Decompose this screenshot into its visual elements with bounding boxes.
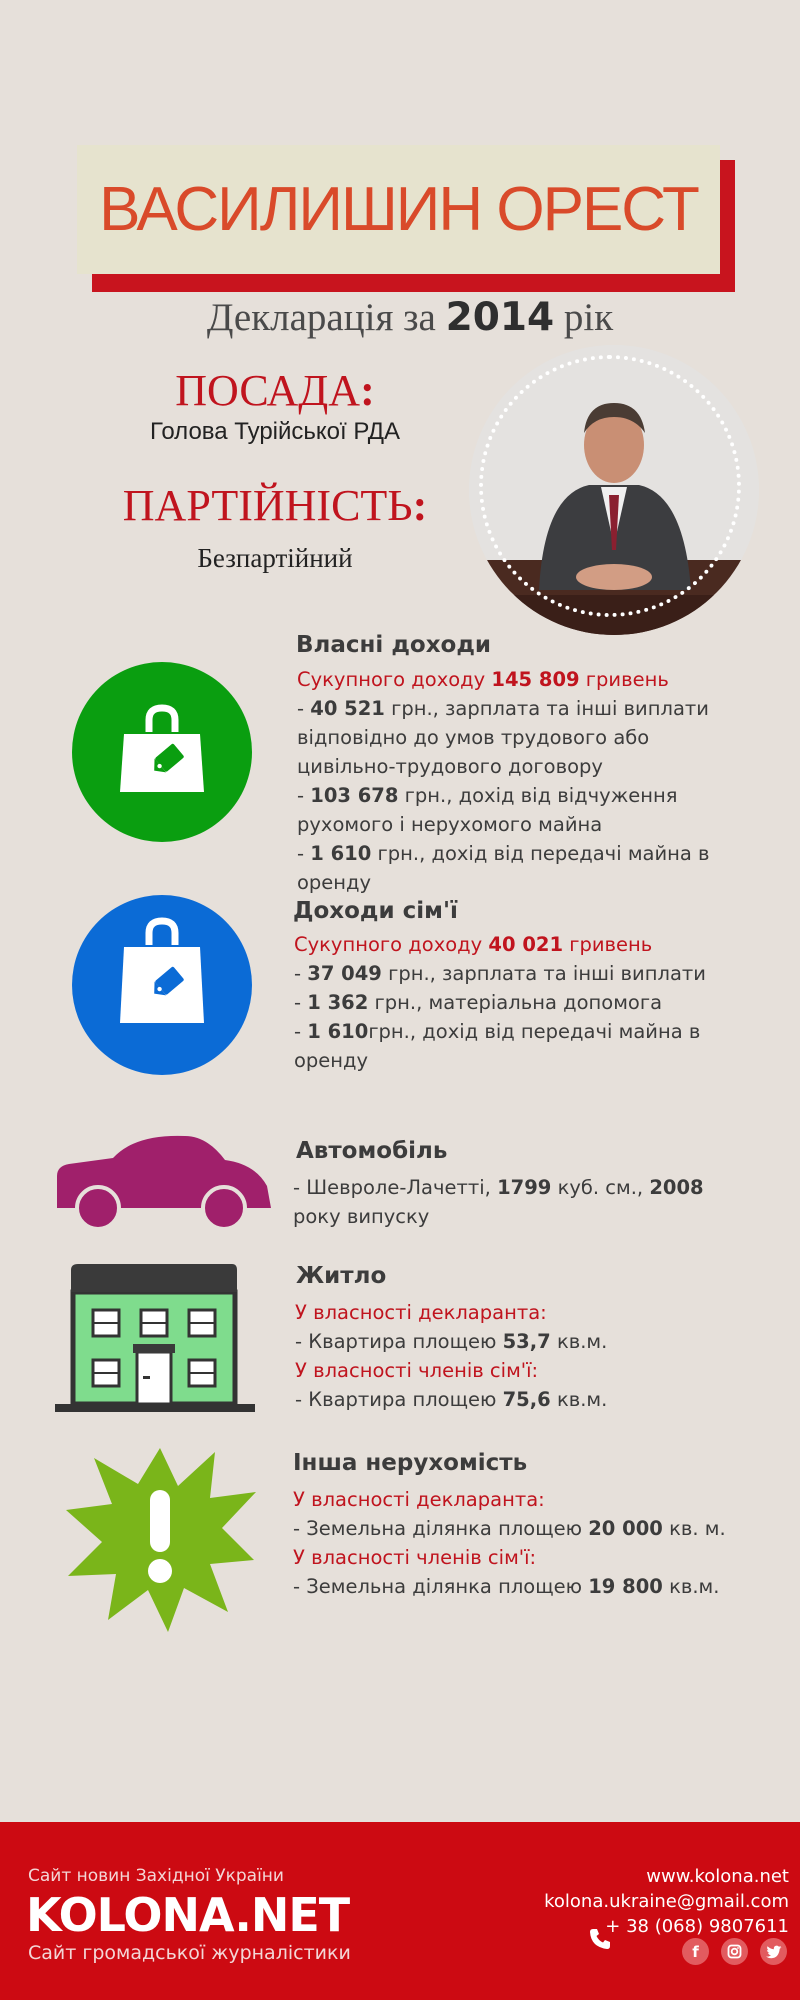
declaration-suffix: рік bbox=[563, 296, 614, 339]
own-income-line-cont: оренду bbox=[297, 871, 372, 894]
position-value: Голова Турійської РДА bbox=[149, 418, 401, 445]
other-family-line: - Земельна ділянка площею 19 800 кв.м. bbox=[293, 1575, 720, 1598]
person-name: ВАСИЛИШИН ОРЕСТ bbox=[99, 175, 698, 244]
portrait-dotted-ring bbox=[479, 355, 741, 617]
twitter-icon[interactable] bbox=[760, 1938, 787, 1965]
housing-family-label: У власності членів сім'ї: bbox=[295, 1359, 539, 1382]
car-line-cont: року випуску bbox=[293, 1205, 430, 1228]
position-label: ПОСАДА: bbox=[175, 366, 375, 415]
car-icon bbox=[55, 1130, 275, 1230]
shopping-bag-icon bbox=[72, 662, 252, 842]
other-family-label: У власності членів сім'ї: bbox=[293, 1546, 537, 1569]
title-banner bbox=[77, 145, 720, 274]
own-income-title: Власні доходи bbox=[296, 632, 492, 658]
footer-website-link[interactable]: www.kolona.net bbox=[646, 1866, 789, 1887]
car-details bbox=[293, 1173, 773, 1231]
own-income-line: - 1 610 грн., дохід від передачі майна в bbox=[297, 842, 710, 865]
family-income-title: Доходи сім'ї bbox=[293, 898, 458, 924]
own-income-line-cont: відповідно до умов трудового або bbox=[297, 726, 650, 749]
family-income-total: Сукупного доходу 40 021 гривень bbox=[294, 933, 653, 956]
footer-phone[interactable]: + 38 (068) 9807611 bbox=[605, 1916, 789, 1937]
declaration-heading bbox=[0, 295, 800, 340]
party-value: Безпартійний bbox=[197, 543, 353, 573]
own-income-line: - 40 521 грн., зарплата та інші виплати bbox=[297, 697, 709, 720]
instagram-icon[interactable] bbox=[721, 1938, 748, 1965]
house-icon bbox=[55, 1260, 255, 1415]
own-income-line-cont: цивільно-трудового договору bbox=[297, 755, 603, 778]
own-income-line: - 103 678 грн., дохід від відчуження bbox=[297, 784, 678, 807]
phone-icon bbox=[588, 1927, 612, 1951]
family-income-line: - 37 049 грн., зарплата та інші виплати bbox=[294, 962, 706, 985]
own-income-details bbox=[297, 665, 767, 897]
housing-family-line: - Квартира площею 75,6 кв.м. bbox=[295, 1388, 608, 1411]
exclamation-icon bbox=[60, 1440, 260, 1640]
footer-subtitle: Сайт громадської журналістики bbox=[28, 1942, 351, 1964]
party-label: ПАРТІЙНІСТЬ: bbox=[122, 481, 428, 530]
housing-owner-line: - Квартира площею 53,7 кв.м. bbox=[295, 1330, 608, 1353]
car-title: Автомобіль bbox=[296, 1138, 448, 1164]
footer-logo[interactable]: KOLONA.NET bbox=[26, 1888, 350, 1942]
housing-details bbox=[295, 1298, 775, 1414]
family-income-line: - 1 362 грн., матеріальна допомога bbox=[294, 991, 663, 1014]
footer-email-link[interactable]: kolona.ukraine@gmail.com bbox=[544, 1891, 789, 1912]
other-property-details bbox=[293, 1485, 773, 1601]
family-income-line-cont: оренду bbox=[294, 1049, 369, 1072]
other-owner-label: У власності декларанта: bbox=[293, 1488, 545, 1511]
housing-title: Житло bbox=[296, 1263, 387, 1289]
own-income-total: Сукупного доходу 145 809 гривень bbox=[297, 668, 669, 691]
facebook-icon[interactable]: f bbox=[682, 1938, 709, 1965]
housing-owner-label: У власності декларанта: bbox=[295, 1301, 547, 1324]
own-income-line-cont: рухомого і нерухомого майна bbox=[297, 813, 603, 836]
car-line: - Шевроле-Лачетті, 1799 куб. см., 2008 bbox=[293, 1176, 704, 1199]
shopping-bag-icon bbox=[72, 895, 252, 1075]
other-owner-line: - Земельна ділянка площею 20 000 кв. м. bbox=[293, 1517, 726, 1540]
footer-tagline: Сайт новин Західної України bbox=[28, 1866, 284, 1886]
declaration-prefix: Декларація за bbox=[206, 296, 436, 339]
declaration-year: 2014 bbox=[445, 295, 555, 340]
other-property-title: Інша нерухомість bbox=[293, 1450, 528, 1476]
family-income-line: - 1 610грн., дохід від передачі майна в bbox=[294, 1020, 701, 1043]
family-income-details bbox=[294, 930, 764, 1075]
